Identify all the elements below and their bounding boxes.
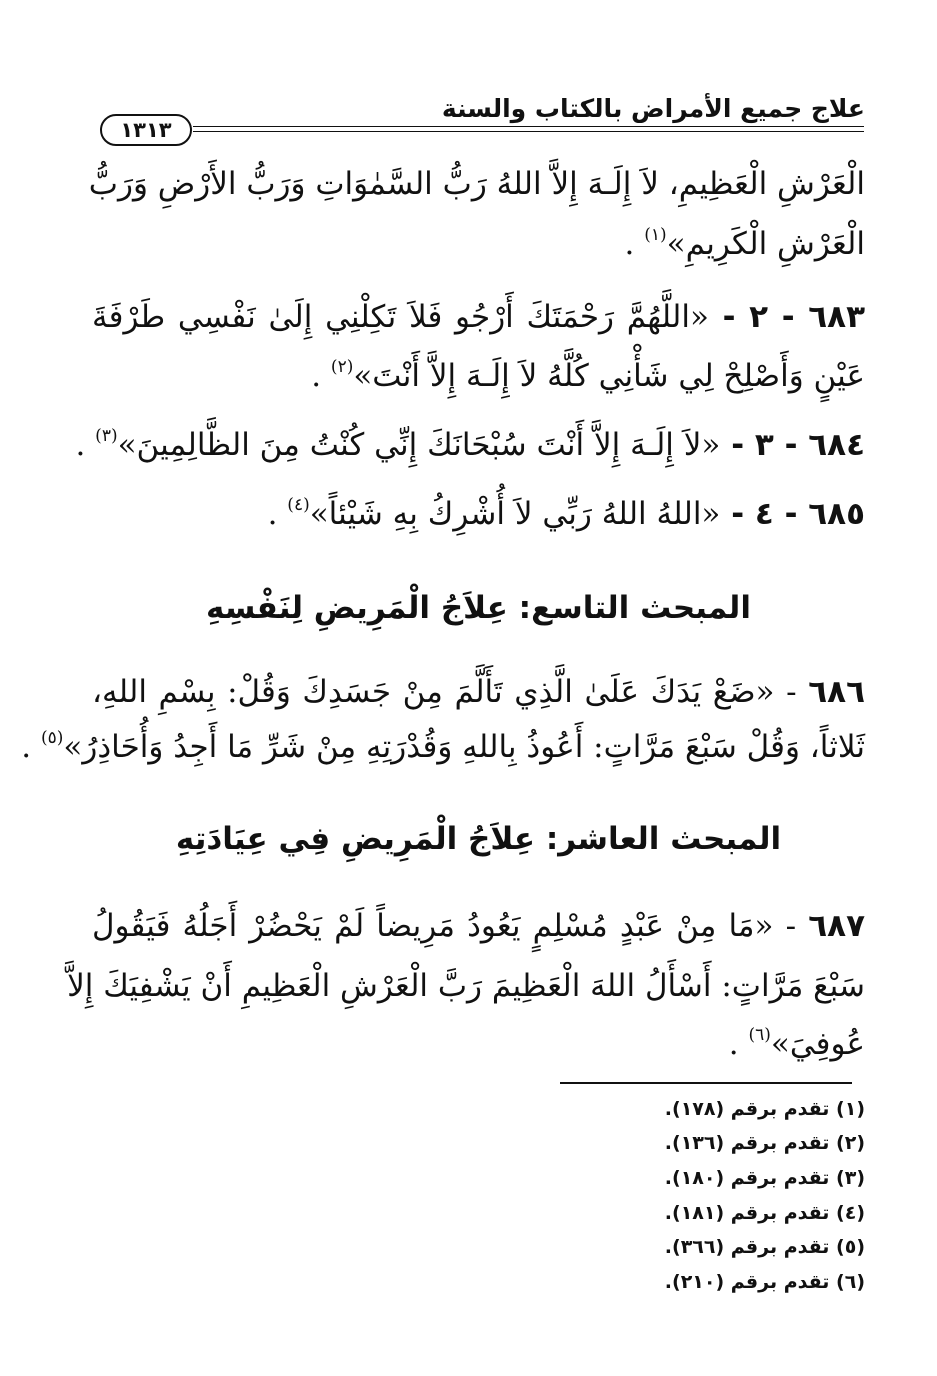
- hadith-684-number: ٦٨٤: [808, 427, 865, 463]
- footnote-ref-2: (٢): [330, 357, 354, 377]
- footnote-4: (٤) تقدم برقم (١٨١).: [664, 1202, 865, 1224]
- hadith-685-line: [92, 490, 865, 538]
- section-heading-9: المبحث التاسع: عِلاَجُ الْمَرِيضِ لِنَفْسِهِ: [206, 590, 751, 626]
- hadith-687-line-3: [92, 1020, 865, 1068]
- hadith-686-line-2: [21, 723, 865, 771]
- footnote-ref-3: (٣): [95, 426, 118, 446]
- hadith-685-subnumber: - ٤ -: [720, 496, 809, 532]
- hadith-683-subnumber: - ٢ -: [708, 299, 809, 335]
- hadith-683-line-1: [92, 293, 865, 341]
- hadith-683-line-2: [92, 352, 865, 400]
- hadith-687-number: ٦٨٧: [808, 908, 865, 944]
- hadith-683-end: .: [311, 358, 331, 394]
- hadith-685-text: «اللهُ اللهُ رَبِّي لاَ أُشْرِكُ بِهِ شَيْئاً»: [309, 496, 721, 532]
- hadith-687-line-2: سَبْعَ مَرَّاتٍ: أَسْأَلُ اللهَ الْعَظِيمَ رَبَّ الْعَرْشِ الْعَظِيمِ أَنْ يَشْفِيَكَ إِلاَّ: [67, 968, 865, 1004]
- hadith-687-end: .: [728, 1026, 749, 1062]
- hadith-686-number: ٦٨٦: [808, 674, 865, 710]
- section-heading-10: المبحث العاشر: عِلاَجُ الْمَرِيضِ فِي عِيَادَتِهِ: [175, 821, 782, 857]
- hadith-685-end: .: [267, 496, 288, 532]
- hadith-686-end: .: [21, 729, 41, 765]
- footnote-ref-5: (٥): [41, 728, 64, 748]
- hadith-686-text-1: - «ضَعْ يَدَكَ عَلَىٰ الَّذِي تَأَلَّمَ مِنْ جَسَدِكَ وَقُلْ: بِسْمِ اللهِ،: [92, 674, 809, 710]
- hadith-687-text-3: عُوفِيَ»: [770, 1026, 865, 1062]
- hadith-686-line-1: [92, 668, 865, 716]
- body-line-2-end: .: [624, 226, 645, 262]
- hadith-684-end: .: [75, 427, 96, 463]
- body-line-2-text: الْعَرْشِ الْكَرِيمِ»: [666, 226, 865, 262]
- body-line-2: [92, 220, 865, 268]
- footnote-separator: [560, 1082, 852, 1084]
- footnote-1: (١) تقدم برقم (١٧٨).: [664, 1098, 865, 1120]
- hadith-687-text-1: - «مَا مِنْ عَبْدٍ مُسْلِمٍ يَعُودُ مَرِيضاً لَمْ يَحْضُرْ أَجَلُهُ فَيَقُولُ: [92, 908, 809, 944]
- hadith-687-line-1: [92, 902, 865, 950]
- running-header-title: علاج جميع الأمراض بالكتاب والسنة: [441, 94, 865, 123]
- hadith-683-text-2: عَيْنٍ وَأَصْلِحْ لِي شَأْنِي كُلَّهُ لاَ إِلَـهَ إِلاَّ أَنْتَ»: [353, 358, 865, 394]
- footnote-2: (٢) تقدم برقم (١٣٦).: [664, 1132, 865, 1154]
- footnote-ref-6: (٦): [748, 1025, 771, 1045]
- header-rule: [193, 126, 864, 132]
- hadith-686-text-2: ثَلاثاً، وَقُلْ سَبْعَ مَرَّاتٍ: أَعُوذُ بِاللهِ وَقُدْرَتِهِ مِنْ شَرِّ مَا أَجِدُ وَأُحَاذِرُ»: [63, 729, 865, 765]
- footnote-3: (٣) تقدم برقم (١٨٠).: [664, 1167, 865, 1189]
- hadith-684-subnumber: - ٣ -: [720, 427, 809, 463]
- hadith-683-text-1: «اللَّهُمَّ رَحْمَتَكَ أَرْجُو فَلاَ تَكِلْنِي إِلَىٰ نَفْسِي طَرْفَةَ: [92, 299, 709, 335]
- footnote-6: (٦) تقدم برقم (٢١٠).: [664, 1271, 865, 1293]
- footnote-ref-1: (١): [644, 225, 667, 245]
- body-line-1: الْعَرْشِ الْعَظِيمِ، لاَ إِلَـهَ إِلاَّ اللهُ رَبُّ السَّمٰوَاتِ وَرَبُّ الأَرْضِ وَرَبُّ: [88, 166, 865, 202]
- hadith-684-line: [75, 421, 865, 469]
- footnote-5: (٥) تقدم برقم (٣٦٦).: [664, 1236, 865, 1258]
- footnote-ref-4: (٤): [287, 495, 310, 515]
- hadith-684-text: «لاَ إِلَـهَ إِلاَّ أَنْتَ سُبْحَانَكَ إِنِّي كُنْتُ مِنَ الظَّالِمِينَ»: [117, 427, 721, 463]
- hadith-683-number: ٦٨٣: [808, 299, 866, 335]
- page-number: ١٣١٣: [100, 114, 192, 146]
- hadith-685-number: ٦٨٥: [808, 496, 865, 532]
